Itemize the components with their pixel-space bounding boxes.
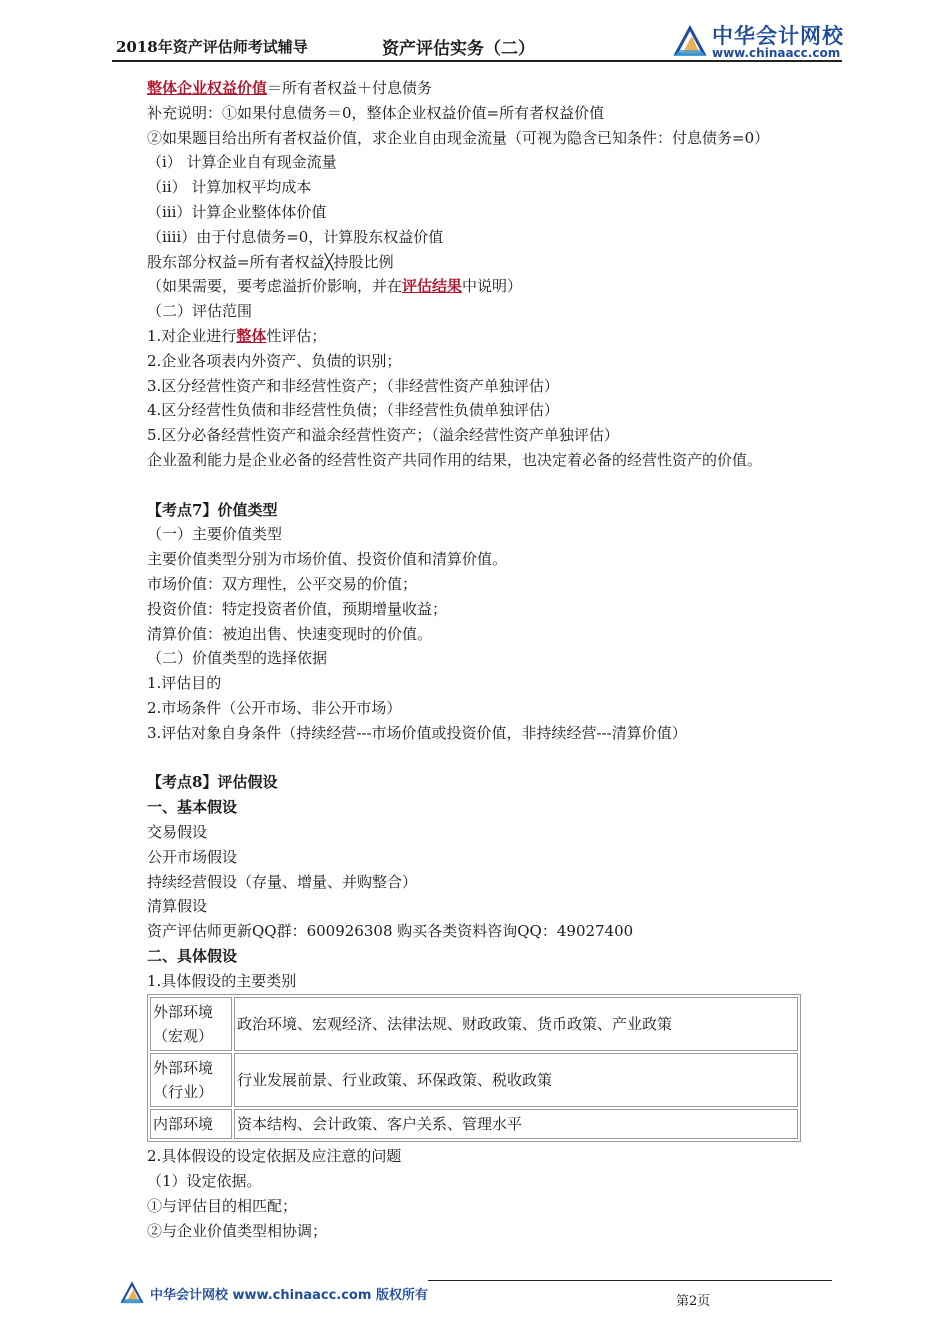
text-line: 企业盈利能力是企业必备的经营性资产共同作用的结果，也决定着必备的经营性资产的价值。 bbox=[147, 450, 763, 469]
text-line: 股东部分权益=所有者权益╳持股比例 bbox=[147, 252, 394, 271]
highlight-term: 整体 bbox=[236, 326, 267, 345]
text-line: 主要价值类型分别为市场价值、投资价值和清算价值。 bbox=[147, 550, 508, 569]
text-line: （如果需要，要考虑溢折价影响，并在评估结果中说明） bbox=[147, 277, 523, 296]
spacer bbox=[147, 746, 837, 771]
text-line: 资产评估师更新QQ群：600926308 购买各类资料咨询QQ：49027400 bbox=[147, 922, 634, 941]
table-row bbox=[150, 1053, 798, 1107]
text-line: （iii）计算企业整体体价值 bbox=[147, 202, 327, 221]
footer-logo-icon bbox=[118, 1278, 146, 1306]
text-line: 1.具体假设的主要类别 bbox=[147, 971, 297, 990]
text-line: 1.对企业进行整体性评估； bbox=[147, 326, 327, 345]
table-cell-value: 政治环境、宏观经济、法律法规、财政政策、货币政策、产业政策 bbox=[234, 997, 798, 1051]
text-line: （一）主要价值类型 bbox=[147, 525, 283, 544]
assumption-table bbox=[147, 994, 801, 1142]
text-line: ②与企业价值类型相协调； bbox=[147, 1221, 328, 1240]
header-subject-title: 资产评估实务（二） bbox=[382, 39, 535, 59]
text-line: 清算假设 bbox=[147, 897, 208, 916]
page-number: 第2页 bbox=[676, 1294, 711, 1309]
section-heading: 【考点7】价值类型 bbox=[147, 500, 278, 519]
document-body bbox=[147, 76, 837, 1244]
text-line: 市场价值：双方理性，公平交易的价值； bbox=[147, 574, 418, 593]
text-line: 补充说明：①如果付息债务＝0，整体企业权益价值=所有者权益价值 bbox=[147, 103, 605, 122]
text-line: 3.区分经营性资产和非经营性资产；（非经营性资产单独评估） bbox=[147, 376, 559, 395]
text-line: 5.区分必备经营性资产和溢余经营性资产；（溢余经营性资产单独评估） bbox=[147, 426, 619, 445]
text-line: （iiii）由于付息债务=0，计算股东权益价值 bbox=[147, 227, 444, 246]
text-line: （i） 计算企业自有现金流量 bbox=[147, 153, 337, 172]
text-line: （二）价值类型的选择依据 bbox=[147, 649, 328, 668]
table-cell-key: 外部环境 （宏观） bbox=[150, 997, 232, 1051]
table-cell-value: 行业发展前景、行业政策、环保政策、税收政策 bbox=[234, 1053, 798, 1107]
text-line: 2.具体假设的设定依据及应注意的问题 bbox=[147, 1147, 402, 1166]
text-line: （1）设定依据。 bbox=[147, 1172, 262, 1191]
text-line: 整体企业权益价值＝所有者权益＋付息债务 bbox=[147, 79, 433, 97]
table-cell-key: 内部环境 bbox=[150, 1109, 232, 1139]
footer-copyright: 中华会计网校 www.chinaacc.com 版权所有 bbox=[150, 1288, 428, 1303]
text-line: 4.区分经营性负债和非经营性负债；（非经营性负债单独评估） bbox=[147, 401, 559, 420]
logo-name: 中华会计网校 bbox=[712, 24, 844, 48]
table-cell-key: 外部环境 （行业） bbox=[150, 1053, 232, 1107]
text-line: 公开市场假设 bbox=[147, 847, 238, 866]
text-line: （二）评估范围 bbox=[147, 302, 253, 321]
text-line: 3.评估对象自身条件（持续经营---市场价值或投资价值，非持续经营---清算价值） bbox=[147, 723, 687, 742]
table-cell-value: 资本结构、会计政策、客户关系、管理水平 bbox=[234, 1109, 798, 1139]
text-line: ①与评估目的相匹配； bbox=[147, 1197, 298, 1216]
logo-url: www.chinaacc.com bbox=[712, 46, 841, 60]
section-heading: 【考点8】评估假设 bbox=[147, 773, 278, 792]
text-line: （ii） 计算加权平均成本 bbox=[147, 178, 312, 197]
footer-divider bbox=[428, 1280, 832, 1281]
subsection-heading: 二、具体假设 bbox=[147, 946, 238, 965]
text-line: 持续经营假设（存量、增量、并购整合） bbox=[147, 872, 418, 891]
logo-triangle-icon bbox=[670, 20, 710, 60]
spacer bbox=[147, 473, 837, 498]
table-row bbox=[150, 997, 798, 1051]
text-line: 1.评估目的 bbox=[147, 674, 222, 693]
text-line: 2.企业各项表内外资产、负债的识别； bbox=[147, 351, 402, 370]
text-line: 交易假设 bbox=[147, 822, 208, 841]
table-row bbox=[150, 1109, 798, 1139]
text-line: ②如果题目给出所有者权益价值，求企业自由现金流量（可视为隐含已知条件：付息债务=0） bbox=[147, 128, 770, 147]
header-course-title: 2018年资产评估师考试辅导 bbox=[116, 38, 308, 56]
highlight-term: 整体企业权益价值 bbox=[147, 79, 268, 97]
text-line: 清算价值：被迫出售、快速变现时的价值。 bbox=[147, 624, 433, 643]
highlight-term: 评估结果 bbox=[402, 277, 463, 296]
text-line: 2.市场条件（公开市场、非公开市场） bbox=[147, 698, 402, 717]
text-line: 投资价值：特定投资者价值，预期增量收益； bbox=[147, 599, 448, 618]
subsection-heading: 一、基本假设 bbox=[147, 798, 238, 817]
brand-logo bbox=[668, 18, 848, 62]
